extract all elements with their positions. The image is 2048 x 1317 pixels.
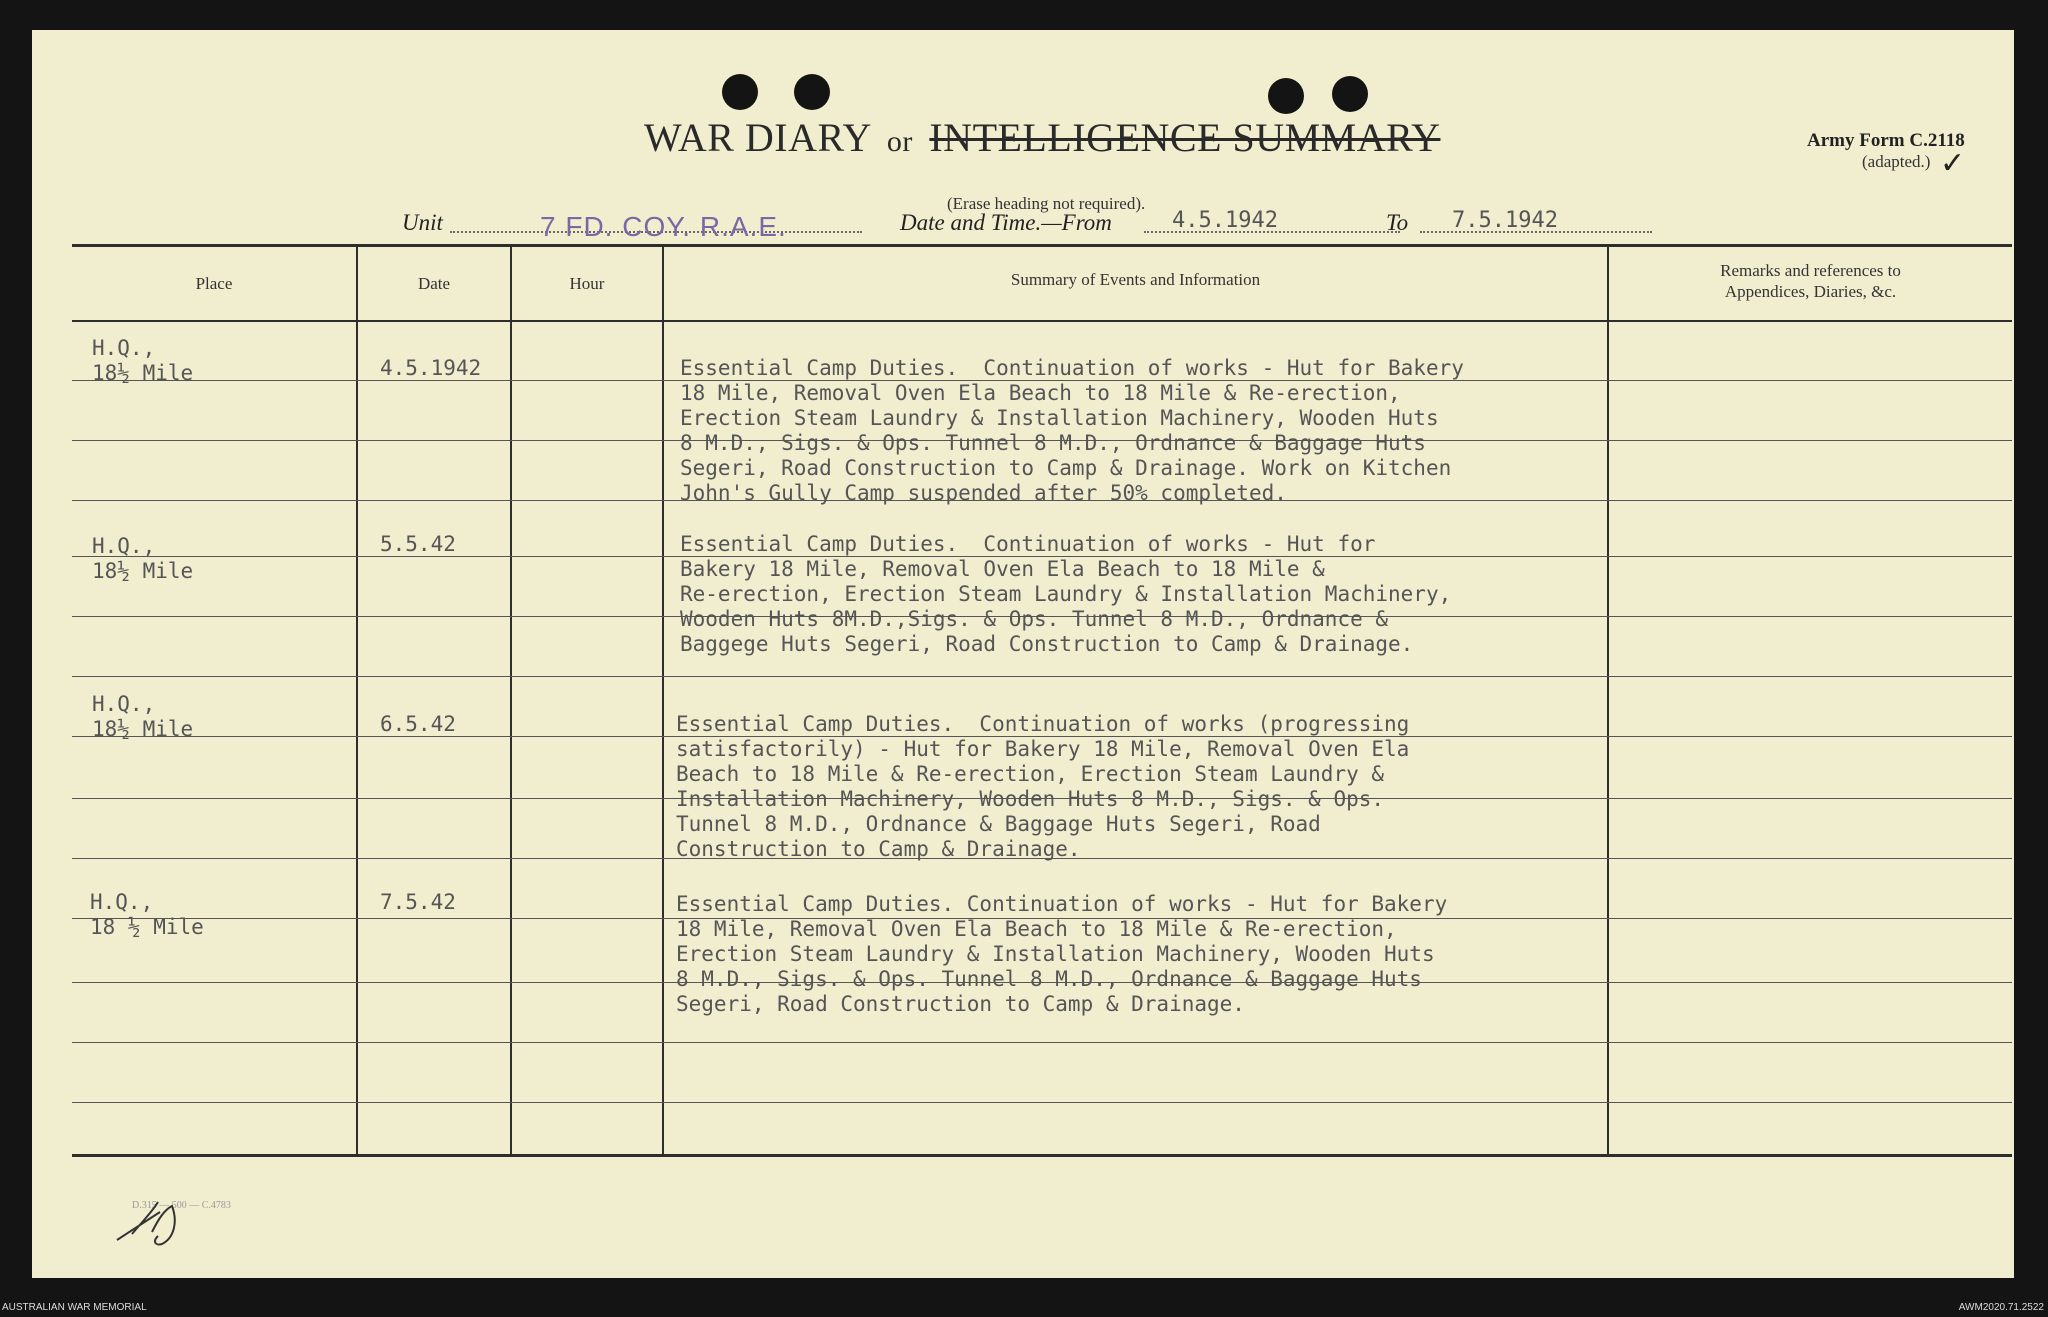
punch-hole (1332, 76, 1368, 112)
form-number: Army Form C.2118 (1807, 130, 1965, 151)
place-line: H.Q., (92, 692, 156, 716)
table-top-border (72, 244, 2012, 247)
archive-caption-left: AUSTRALIAN WAR MEMORIAL (2, 1302, 147, 1313)
print-code: D.315 — 500 — C.4783 (132, 1200, 231, 1211)
to-label: To (1386, 210, 1409, 235)
col-header-summary: Summary of Events and Information (1010, 270, 1261, 289)
title-or: or (886, 125, 913, 158)
date-from: 4.5.1942 (1172, 208, 1278, 233)
unit-label: Unit (402, 210, 443, 235)
entry-date: 4.5.1942 (380, 356, 482, 380)
remarks-line1: Remarks and references to (1720, 261, 1901, 280)
punch-hole (722, 74, 758, 110)
entry-date: 7.5.42 (380, 890, 456, 914)
column-divider (662, 246, 664, 1156)
place-line: H.Q., (92, 336, 156, 360)
form-adapted: (adapted.) (1862, 152, 1931, 171)
place-line: 18 ½ Mile (90, 915, 204, 939)
entry-summary: Essential Camp Duties. Continuation of works - Hut for Bakery 18 Mile, Removal Oven Ela Beach to 18 Mile & Re-erection, Erection Steam Laundry & Installation Machinery, Wooden Huts 8 M.D., Sigs. & Ops. Tunnel 8 M.D., Ordnance & Baggage Huts Segeri, Road Construction to Camp & Drainage. (676, 892, 1448, 1016)
ruled-line (72, 1102, 2012, 1103)
col-header-hour: Hour (569, 274, 605, 293)
punch-hole (1268, 78, 1304, 114)
entry-place (92, 336, 193, 386)
punch-hole (794, 74, 830, 110)
entry-date: 6.5.42 (380, 712, 456, 736)
place-line: 18½ Mile (92, 717, 194, 741)
form-title (644, 114, 1440, 161)
erase-note: (Erase heading not required). (947, 194, 1146, 213)
diary-sheet (32, 30, 2014, 1278)
entry-place (90, 890, 204, 940)
ruled-line (72, 1042, 2012, 1043)
archive-caption-right: AWM2020.71.2522 (1958, 1302, 2044, 1313)
column-divider (510, 246, 512, 1156)
date-to: 7.5.1942 (1452, 208, 1558, 233)
column-divider (356, 246, 358, 1156)
table-bottom-border (72, 1154, 2012, 1157)
entry-summary: Essential Camp Duties. Continuation of works (progressing satisfactorily) - Hut for Bakery 18 Mile, Removal Oven Ela Beach to 18 Mile & Re-erection, Erection Steam Laundry & Installation Machinery, Wooden Huts 8 M.D., Sigs. & Ops. Tunnel 8 M.D., Ordnance & Baggage Huts Segeri, Road Construction to Camp & Drainage. (676, 712, 1410, 861)
col-header-remarks (1609, 260, 2012, 302)
entry-place (92, 534, 193, 584)
place-line: 18½ Mile (92, 559, 194, 583)
title-struck: INTELLIGENCE SUMMARY (929, 115, 1441, 160)
unit-stamp: 7 FD. COY. R.A.E. (540, 211, 787, 242)
header-bottom-border (72, 320, 2012, 322)
place-line: H.Q., (92, 534, 156, 558)
column-divider (1607, 246, 1609, 1156)
remarks-line2: Appendices, Diaries, &c. (1724, 282, 1897, 301)
ruled-line (72, 676, 2012, 677)
col-header-place: Place (195, 274, 233, 293)
entry-place (92, 692, 193, 742)
date-label: Date and Time.—From (900, 210, 1112, 235)
signature-initials (112, 1192, 202, 1252)
tick-mark: ✓ (1940, 147, 1966, 180)
place-line: H.Q., (90, 890, 154, 914)
col-header-date: Date (417, 274, 451, 293)
entry-summary: Essential Camp Duties. Continuation of works - Hut for Bakery 18 Mile, Removal Oven Ela Beach to 18 Mile & Re-erection, Erection Steam Laundry & Installation Machinery, Wooden Huts 8 M.D., Sigs. & Ops. Tunnel 8 M.D., Ordnance & Baggage Huts Segeri, Road Construction to Camp & Drainage. Work on Kitchen John's Gully Camp suspended after 50% completed. (680, 356, 1464, 505)
entry-date: 5.5.42 (380, 532, 456, 556)
title-main: WAR DIARY (644, 115, 871, 160)
place-line: 18½ Mile (92, 361, 194, 385)
entry-summary: Essential Camp Duties. Continuation of works - Hut for Bakery 18 Mile, Removal Oven Ela Beach to 18 Mile & Re-erection, Erection Steam Laundry & Installation Machinery, Wooden Huts 8M.D.,Sigs. & Ops. Tunnel 8 M.D., Ordnance & Baggege Huts Segeri, Road Construction to Camp & Drainage. (680, 532, 1452, 656)
